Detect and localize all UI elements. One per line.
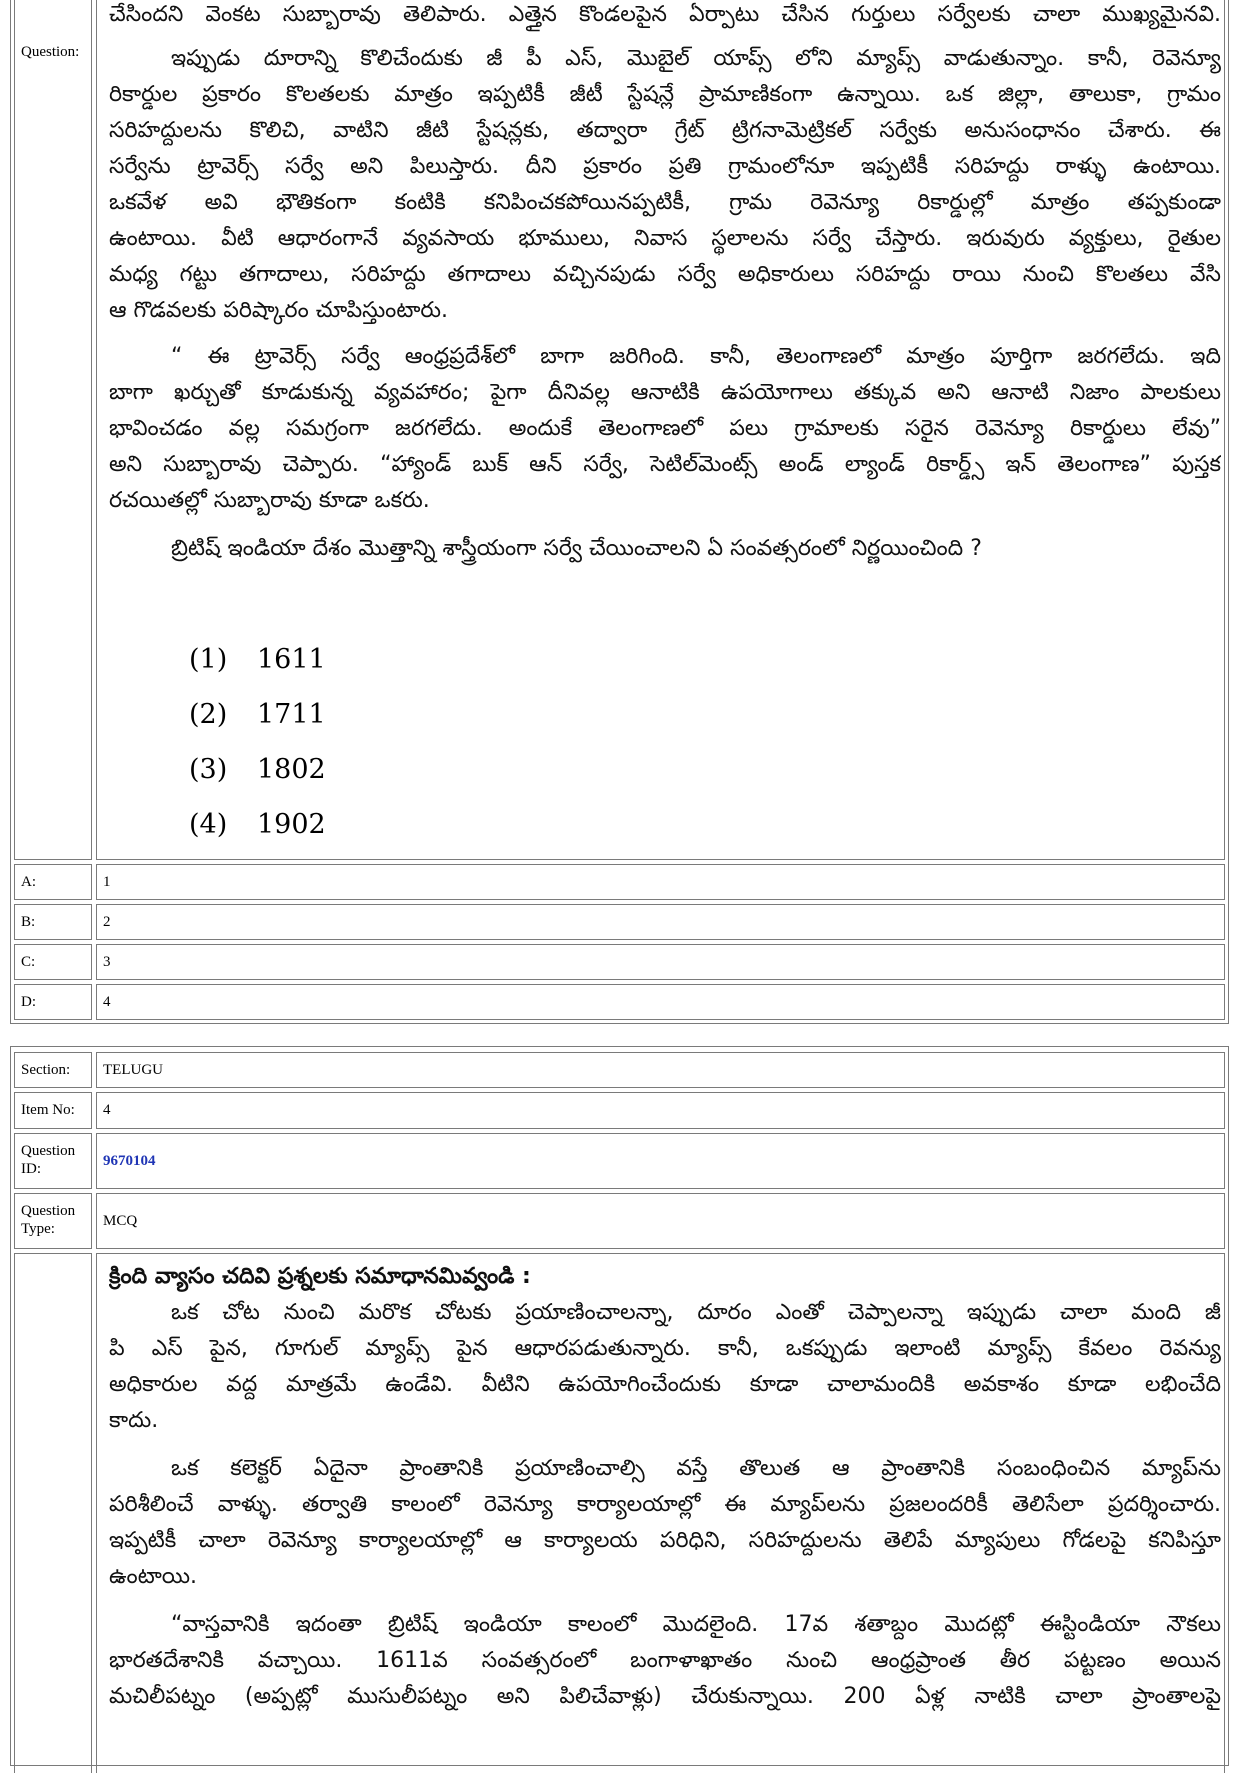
passage-line: ఒక చోట నుంచి మరొక చోటకు ప్రయాణించాలన్నా, దూరం ఎంతో చెప్పాలన్నా ఇప్పుడు చాలా మంది జీ xyxy=(171,1300,1221,1325)
passage-line: ఇప్పటికీ చాలా రెవెన్యూ కార్యాలయాల్లో ఆ కార్యాలయ పరిధిని, సరిహద్దులను తెలిపే మ్యాపులు గోడలపై కనిపిస్తూ xyxy=(109,1528,1221,1553)
question-type-value: MCQ xyxy=(96,1193,1225,1249)
option-1 xyxy=(189,644,326,675)
item-number-label: Item No: xyxy=(14,1092,92,1129)
passage-line: ఒకవేళ అవి భౌతికంగా కంటికి కనిపించకపోయినప్పటికీ, గ్రామ రెవెన్యూ రికార్డుల్లో మాత్రం తప్పకుండా xyxy=(109,190,1221,215)
passage-line: “ ఈ ట్రావెర్స్ సర్వే ఆంధ్రప్రదేశ్‌లో బాగా జరిగింది. కానీ, తెలంగాణలో మాత్రం పూర్తిగా జరగలేదు. ఇది xyxy=(171,344,1221,369)
question-id-label: Question ID: xyxy=(14,1133,92,1189)
question-card-previous xyxy=(10,0,1229,1024)
passage-line: మచిలీపట్నం (అప్పట్లో ముసులీపట్నం అని పిలిచేవాళ్లు) చేరుకున్నాయి. 200 ఏళ్ల నాటికి చాలా ప్రాంతాలపై xyxy=(109,1684,1221,1709)
passage-line: పి ఎస్ పైన, గూగుల్ మ్యాప్స్ పైన ఆధారపడుతున్నారు. కానీ, ఒకప్పుడు ఇలాంటి మ్యాప్స్ కేవలం రెవన్యు xyxy=(109,1336,1221,1361)
passage-line: పరిశీలించే వాళ్ళు. తర్వాతి కాలంలో రెవెన్యూ కార్యాలయాల్లో ఈ మ్యాప్‌లను ప్రజలందరికీ తెలిసేలా ప్రదర్శించారు. xyxy=(109,1492,1221,1517)
option-number: (1) xyxy=(189,644,228,675)
answer-label: B: xyxy=(14,904,92,940)
section-row xyxy=(14,1052,1225,1088)
passage-line: ఒక కలెక్టర్ ఏదైనా ప్రాంతానికి ప్రయాణించాల్సి వస్తే తొలుత ఆ ప్రాంతానికి సంబంధించిన మ్యాప్‌ను xyxy=(171,1456,1221,1481)
passage-line: బాగా ఖర్చుతో కూడుకున్న వ్యవహారం; పైగా దీనివల్ల ఆనాటికి ఉపయోగాలు తక్కువ అని ఆనాటి నిజాం పాలకులు xyxy=(109,380,1221,405)
question-label: Question: xyxy=(14,0,92,860)
answer-row-d xyxy=(14,984,1225,1020)
option-3 xyxy=(189,754,326,785)
section-label: Section: xyxy=(14,1052,92,1088)
passage-line: అని సుబ్బారావు చెప్పారు. “హ్యాండ్ బుక్ ఆన్ సర్వే, సెటిల్‌మెంట్స్ అండ్ ల్యాండ్ రికార్డ్స్ ఇన్ తెలంగాణ” పుస్తక xyxy=(109,452,1221,477)
option-text: 1611 xyxy=(257,644,326,675)
question-id-value: 9670104 xyxy=(96,1133,1225,1189)
answer-row-a xyxy=(14,864,1225,900)
passage-line: ఉంటాయి. వీటి ఆధారంగానే వ్యవసాయ భూములు, నివాస స్థలాలను సర్వే చేస్తారు. ఇరువురు వ్యక్తులు, రైతుల xyxy=(109,226,1221,251)
passage-line: “వాస్తవానికి ఇదంతా బ్రిటిష్ ఇండియా కాలంలో మొదలైంది. 17వ శతాబ్దం మొదట్లో ఈస్టిండియా నౌకలు xyxy=(171,1612,1221,1637)
answer-label: A: xyxy=(14,864,92,900)
section-value: TELUGU xyxy=(96,1052,1225,1088)
passage-line: భారతదేశానికి వచ్చాయి. 1611వ సంవత్సరంలో బంగాళాఖాతం నుంచి ఆంధ్రప్రాంత తీర పట్టణం అయిన xyxy=(109,1648,1221,1673)
answer-value: 4 xyxy=(96,984,1225,1020)
passage-line: అధికారుల వద్ద మాత్రమే ఉండేవి. వీటిని ఉపయోగించేందుకు కూడా చాలామందికి అవకాశం కూడా లభించేది xyxy=(109,1372,1221,1397)
answer-value: 3 xyxy=(96,944,1225,980)
passage-line: చేసిందని వెంకట సుబ్బారావు తెలిపారు. ఎత్తైన కొండలపైన ఏర్పాటు చేసిన గుర్తులు సర్వేలకు చాలా ముఖ్యమైనవి. xyxy=(109,2,1221,27)
answer-value: 2 xyxy=(96,904,1225,940)
option-number: (3) xyxy=(189,754,228,785)
question-type-row xyxy=(14,1193,1225,1249)
passage-line: రచయితల్లో సుబ్బారావు కూడా ఒకరు. xyxy=(109,488,430,513)
question-stem: బ్రిటిష్ ఇండియా దేశం మొత్తాన్ని శాస్త్రీయంగా సర్వే చేయించాలని ఏ సంవత్సరంలో నిర్ణయించింది ? xyxy=(171,536,982,561)
passage-line: ఆ గొడవలకు పరిష్కారం చూపిస్తుంటారు. xyxy=(109,298,449,323)
option-4 xyxy=(189,809,326,840)
question-card xyxy=(10,1046,1229,1766)
option-text: 1711 xyxy=(257,699,326,730)
passage xyxy=(109,1259,1221,1715)
passage-line: సర్వేను ట్రావెర్స్ సర్వే అని పిలుస్తారు. దీని ప్రకారం ప్రతి గ్రామంలోనూ ఇప్పటికీ సరిహద్దు రాళ్ళు ఉంటాయి. xyxy=(109,154,1221,179)
option-number: (4) xyxy=(189,809,228,840)
question-body-label xyxy=(14,1253,92,1773)
answer-value: 1 xyxy=(96,864,1225,900)
passage-line: ఉంటాయి. xyxy=(109,1564,198,1589)
answer-label: D: xyxy=(14,984,92,1020)
item-number-row xyxy=(14,1092,1225,1129)
passage-line: రికార్డుల ప్రకారం కొలతలకు మాత్రం ఇప్పటికీ జీటీ స్టేషన్లే ప్రామాణికంగా ఉన్నాయి. ఒక జిల్లా, తాలుకా, గ్రామం xyxy=(109,82,1221,107)
option-2 xyxy=(189,699,326,730)
option-text: 1902 xyxy=(257,809,326,840)
question-id-row xyxy=(14,1133,1225,1189)
item-number-value: 4 xyxy=(96,1092,1225,1129)
passage-continued xyxy=(109,0,1221,567)
answer-row-b xyxy=(14,904,1225,940)
answer-row-c xyxy=(14,944,1225,980)
passage-heading: క్రింది వ్యాసం చదివి ప్రశ్నలకు సమాధానమివ్వండి : xyxy=(109,1264,531,1289)
passage-line: మధ్య గట్టు తగాదాలు, సరిహద్దు తగాదాలు వచ్చినపుడు సర్వే అధికారులు సరిహద్దు రాయి నుంచి కొలతలు వేసి xyxy=(109,262,1221,287)
answer-label: C: xyxy=(14,944,92,980)
option-number: (2) xyxy=(189,699,228,730)
passage-line: ఇప్పుడు దూరాన్ని కొలిచేందుకు జీ పీ ఎస్, మొబైల్ యాప్స్ లోని మ్యాప్స్ వాడుతున్నాం. కానీ, రెవెన్యూ xyxy=(171,46,1221,71)
passage-line: సరిహద్దులను కొలిచి, వాటిని జీటి స్టేషన్లకు, తద్వారా గ్రేట్ ట్రిగనామెట్రికల్ సర్వేకు అనుసంధానం చేశారు. ఈ xyxy=(109,118,1221,143)
option-text: 1802 xyxy=(257,754,326,785)
passage-line: కాదు. xyxy=(109,1408,159,1433)
question-type-label: Question Type: xyxy=(14,1193,92,1249)
passage-line: భావించడం వల్ల సమగ్రంగా జరగలేదు. అందుకే తెలంగాణలో పలు గ్రామాలకు సరైన రెవెన్యూ రికార్డులు లేవు” xyxy=(109,416,1221,441)
